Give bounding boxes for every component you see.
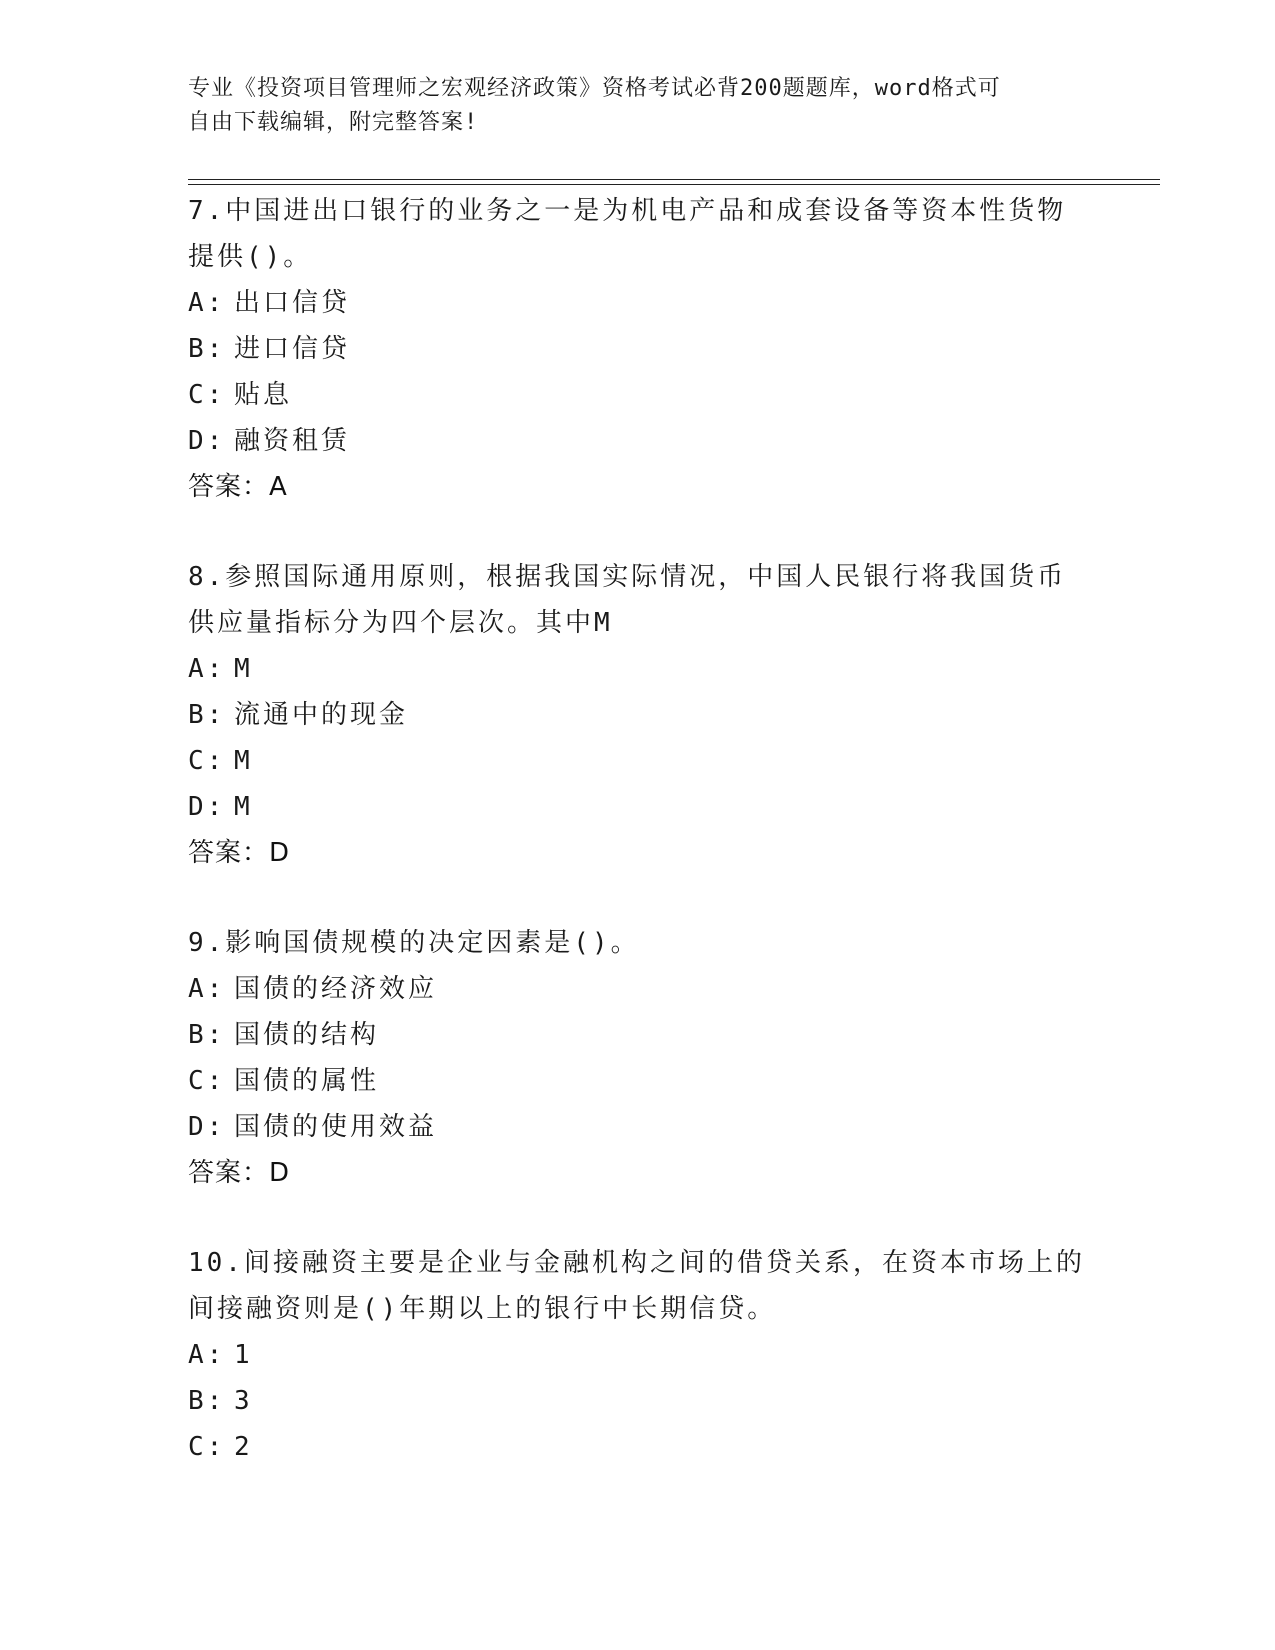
header-line-2: 自由下载编辑，附完整答案! [188,110,479,135]
answer-line: 答案：A [188,472,288,502]
option-c [188,1424,1088,1470]
option-key: B: [188,334,226,364]
option-text: 1 [234,1340,253,1370]
option-key: B: [188,1386,226,1416]
option-key: C: [188,380,226,410]
option-key: D: [188,792,226,822]
header-divider-bottom [188,184,1160,185]
option-text: 国债的属性 [234,1066,380,1096]
option-text: M [234,746,253,776]
question-text: 8.参照国际通用原则，根据我国实际情况，中国人民银行将我国货币供应量指标分为四个层次。其中M [188,562,1067,638]
option-d [188,418,1088,464]
question-text: 10.间接融资主要是企业与金融机构之间的借贷关系，在资本市场上的间接融资则是()年期以上的银行中长期信贷。 [188,1248,1085,1324]
option-key: A: [188,974,226,1004]
option-text: 流通中的现金 [234,700,409,730]
option-d [188,1104,1088,1150]
option-key: B: [188,1020,226,1050]
option-b [188,692,1088,738]
question-10 [188,1240,1088,1470]
option-key: D: [188,426,226,456]
option-text: M [234,792,253,822]
option-text: 进口信贷 [234,334,351,364]
option-b [188,1012,1088,1058]
header-divider-top [188,179,1160,180]
option-b [188,326,1088,372]
option-a [188,646,1088,692]
answer-line: 答案：D [188,838,291,868]
option-key: A: [188,288,226,318]
option-key: D: [188,1112,226,1142]
question-9 [188,920,1088,1196]
option-key: B: [188,700,226,730]
option-key: A: [188,654,226,684]
option-a [188,280,1088,326]
question-text: 7.中国进出口银行的业务之一是为机电产品和成套设备等资本性货物提供()。 [188,196,1067,272]
document-header [188,72,1088,140]
option-c [188,738,1088,784]
header-line-1: 专业《投资项目管理师之宏观经济政策》资格考试必背200题题库，word格式可 [188,76,1001,101]
option-text: M [234,654,253,684]
option-c [188,372,1088,418]
option-text: 国债的结构 [234,1020,380,1050]
option-key: C: [188,1066,226,1096]
option-d [188,784,1088,830]
option-key: A: [188,1340,226,1370]
option-key: C: [188,1432,226,1462]
question-7 [188,188,1088,510]
option-text: 贴息 [234,380,293,410]
option-c [188,1058,1088,1104]
question-8 [188,554,1088,876]
option-text: 出口信贷 [234,288,351,318]
question-list [188,188,1088,1514]
option-key: C: [188,746,226,776]
option-a [188,1332,1088,1378]
option-text: 2 [234,1432,253,1462]
question-text: 9.影响国债规模的决定因素是()。 [188,928,640,958]
option-text: 国债的经济效应 [234,974,438,1004]
option-b [188,1378,1088,1424]
answer-line: 答案：D [188,1158,291,1188]
option-text: 融资租赁 [234,426,351,456]
option-text: 国债的使用效益 [234,1112,438,1142]
option-a [188,966,1088,1012]
option-text: 3 [234,1386,253,1416]
